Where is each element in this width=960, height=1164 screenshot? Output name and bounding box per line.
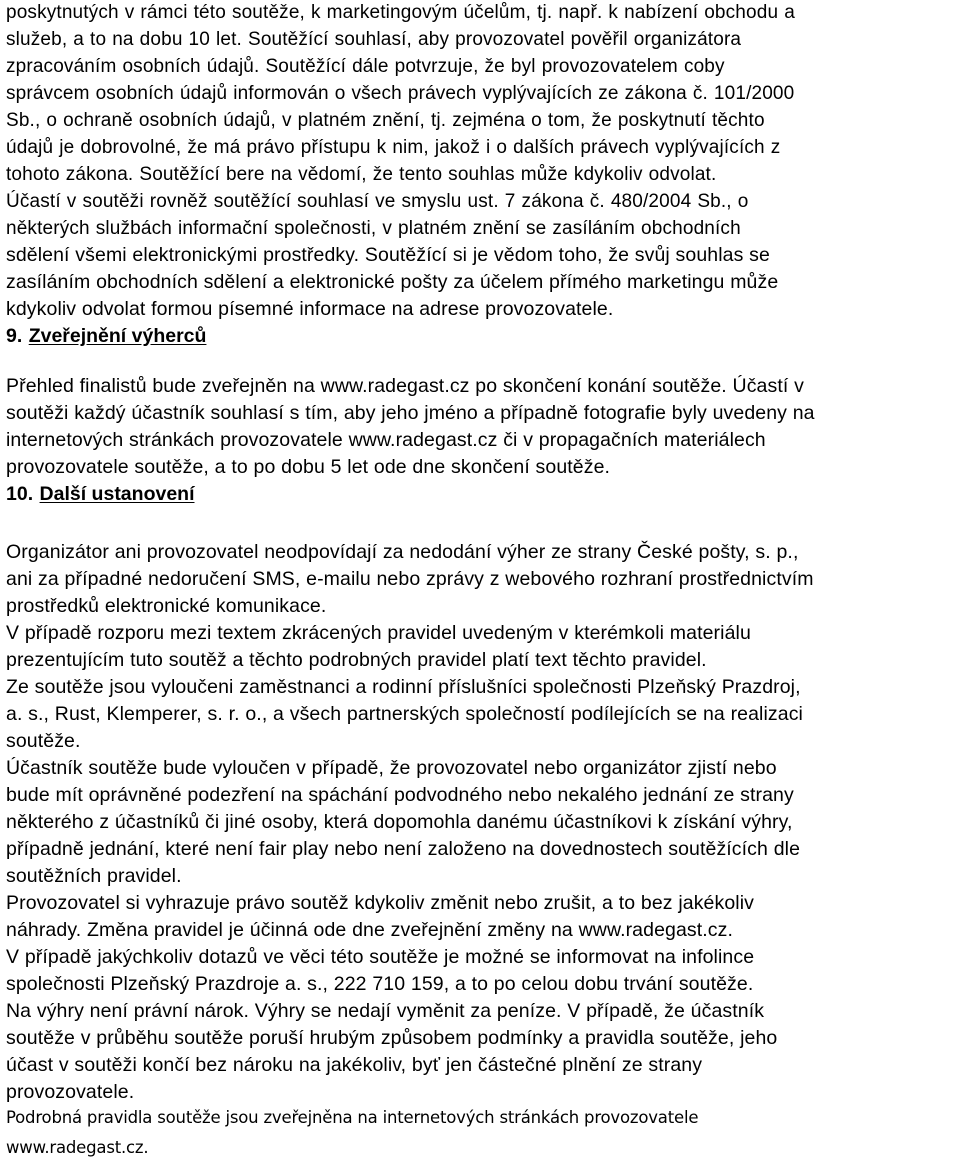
text-line: internetových stránkách provozovatele www.radegast.cz či v propagačních materiálech <box>6 429 766 451</box>
text-line: provozovatele. <box>6 1081 135 1103</box>
text-line: náhrady. Změna pravidel je účinná ode dne zveřejnění změny na www.radegast.cz. <box>6 919 734 941</box>
text-line: prostředků elektronické komunikace. <box>6 595 327 617</box>
text-line: Organizátor ani provozovatel neodpovídají za nedodání výher ze strany České pošty, s. p., <box>6 541 799 563</box>
text-line: soutěže. <box>6 730 81 752</box>
text-line: tohoto zákona. Soutěžící bere na vědomí, že tento souhlas může kdykoliv odvolat. <box>6 164 717 185</box>
text-line: ani za případné nedoručení SMS, e-mailu nebo zprávy z webového rozhraní prostřednictvím <box>6 568 814 590</box>
closing-note-line: Podrobná pravidla soutěže jsou zveřejněna na internetových stránkách provozovatele <box>6 1108 699 1127</box>
text-line: Přehled finalistů bude zveřejněn na www.radegast.cz po skončení konání soutěže. Účastí v <box>6 375 804 397</box>
text-line: provozovatele soutěže, a to po dobu 5 let ode dne skončení soutěže. <box>6 456 611 478</box>
text-line: účast v soutěži končí bez nároku na jakékoliv, byť jen částečné plnění ze strany <box>6 1054 703 1076</box>
text-line: Na výhry není právní nárok. Výhry se nedají vyměnit za peníze. V případě, že účastník <box>6 1000 765 1022</box>
text-line: údajů je dobrovolné, že má právo přístupu k nim, jakož i o dalších právech vyplývajících z <box>6 137 781 158</box>
text-line: sdělení všemi elektronickými prostředky. Soutěžící si je vědom toho, že svůj souhlas se <box>6 244 770 266</box>
section-heading-10 <box>6 481 195 507</box>
text-line: některého z účastníků či jiné osoby, která dopomohla danému účastníkovi k získání výhry, <box>6 811 793 833</box>
text-line: soutěži každý účastník souhlasí s tím, aby jeho jméno a případně fotografie byly uvedeny na <box>6 402 815 424</box>
text-line: společnosti Plzeňský Prazdroje a. s., 222 710 159, a to po celou dobu trvání soutěže. <box>6 973 754 995</box>
section-title: Zveřejnění výherců <box>28 325 207 347</box>
text-line: bude mít oprávněné podezření na spáchání podvodného nebo nekalého jednání ze strany <box>6 784 794 806</box>
section-number: 10. <box>6 483 34 505</box>
text-line: Účastník soutěže bude vyloučen v případě, že provozovatel nebo organizátor zjistí nebo <box>6 757 777 779</box>
text-line: prezentujícím tuto soutěž a těchto podrobných pravidel platí text těchto pravidel. <box>6 649 707 671</box>
text-line: poskytnutých v rámci této soutěže, k marketingovým účelům, tj. např. k nabízení obchodu a <box>6 2 795 23</box>
text-line: Účastí v soutěži rovněž soutěžící souhlasí ve smyslu ust. 7 zákona č. 480/2004 Sb., o <box>6 191 749 212</box>
text-line: případně jednání, které není fair play nebo není založeno na dovednostech soutěžících dle <box>6 838 801 860</box>
text-line: některých službách informační společnosti, v platném znění se zasíláním obchodních <box>6 218 741 239</box>
text-line: správcem osobních údajů informován o všech právech vyplývajících ze zákona č. 101/2000 <box>6 83 795 104</box>
text-line: Provozovatel si vyhrazuje právo soutěž kdykoliv změnit nebo zrušit, a to bez jakékoliv <box>6 892 755 914</box>
website-link[interactable]: www.radegast.cz. <box>6 1138 149 1157</box>
text-line: zasíláním obchodních sdělení a elektronické pošty za účelem přímého marketingu může <box>6 271 779 293</box>
section-title: Další ustanovení <box>39 483 195 505</box>
section-heading-9 <box>6 323 206 349</box>
text-line: soutěže v průběhu soutěže poruší hrubým způsobem podmínky a pravidla soutěže, jeho <box>6 1027 778 1049</box>
text-line: zpracováním osobních údajů. Soutěžící dále potvrzuje, že byl provozovatelem coby <box>6 56 725 77</box>
text-line: V případě rozporu mezi textem zkrácených pravidel uvedeným v kterémkoli materiálu <box>6 622 751 644</box>
text-line: Sb., o ochraně osobních údajů, v platném znění, tj. zejména o tom, že poskytnutí těchto <box>6 110 765 131</box>
text-line: a. s., Rust, Klemperer, s. r. o., a všech partnerských společností podílejících se na realizaci <box>6 703 803 725</box>
text-line: Ze soutěže jsou vyloučeni zaměstnanci a rodinní příslušníci společnosti Plzeňský Prazdroj, <box>6 676 801 698</box>
text-line: soutěžních pravidel. <box>6 865 182 887</box>
text-line: V případě jakýchkoliv dotazů ve věci této soutěže je možné se informovat na infolince <box>6 946 755 968</box>
text-line: služeb, a to na dobu 10 let. Soutěžící souhlasí, aby provozovatel pověřil organizátora <box>6 29 742 50</box>
section-number: 9. <box>6 325 23 347</box>
text-line: kdykoliv odvolat formou písemné informace na adrese provozovatele. <box>6 298 614 320</box>
